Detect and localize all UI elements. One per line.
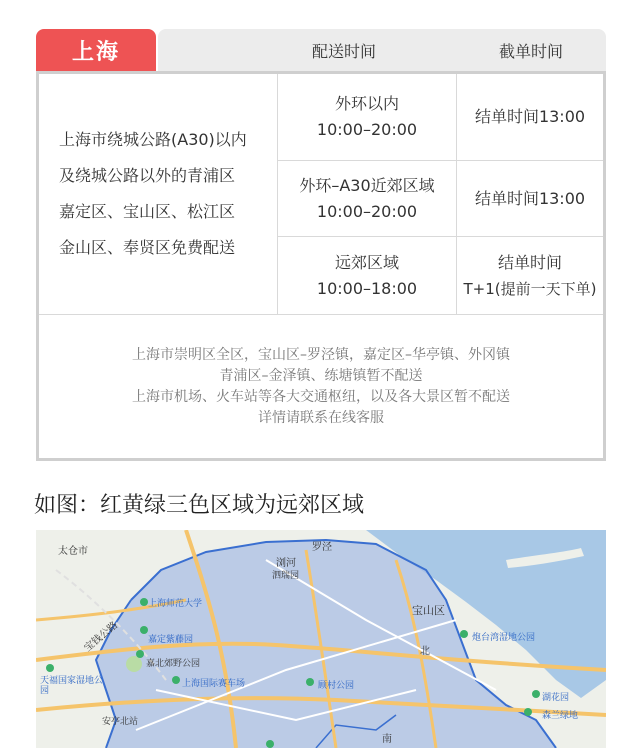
zone-name: 外环–A30近郊区域 [299,175,435,195]
cutoff-time-header: 截单时间 [498,41,563,61]
map-label: 天福国家湿地公园 [40,676,104,696]
map-label: 宝钱公路 [82,619,121,655]
divider [39,314,603,315]
area-line: 及绕城公路以外的青浦区 [59,166,236,185]
map-label: 安亭北站 [102,717,139,727]
delivery-table [36,71,606,461]
map-label: 嘉定紫藤园 [148,635,194,645]
tab-city-shanghai[interactable]: 上海 [36,29,156,71]
zone-time: 10:00–20:00 [316,120,418,139]
map-label: 嘉北郊野公园 [146,659,201,669]
zone-cell [278,237,456,314]
map-label: 泗瑞园 [272,571,300,581]
map-label: 森兰绿地 [542,711,579,721]
free-delivery-area-description [39,74,277,314]
cutoff-text-secondary: T+1(提前一天下单) [463,279,597,298]
zone-name: 远郊区域 [334,252,399,272]
map-label: 湖花园 [542,693,570,703]
cutoff-cell [457,161,603,236]
area-line: 金山区、奉贤区免费配送 [59,238,236,257]
map-caption: 如图：红黄绿三色区域为远郊区域 [34,493,365,518]
cutoff-text: 结单时间13:00 [474,188,586,208]
map-label: 上海国际赛车场 [182,679,246,689]
cutoff-cell [457,237,603,314]
cutoff-text: 结单时间 [497,252,562,272]
area-line: 上海市绕城公路(A30)以内 [59,130,247,149]
map-label: 北 [420,646,430,657]
zone-time: 10:00–18:00 [316,278,418,298]
note-line: 青浦区–金泽镇、练塘镇暂不配送 [219,368,423,384]
zone-name: 外环以内 [334,94,399,113]
map-label: 宝山区 [412,604,445,617]
map-label: 太仓市 [58,546,88,557]
map-label: 罗泾 [312,542,332,553]
cutoff-cell [457,74,603,160]
map-label: 浏河 [276,558,296,569]
note-line: 上海市机场、火车站等各大交通枢纽，以及各大景区暂不配送 [132,389,510,405]
zone-time: 10:00–20:00 [316,201,418,221]
note-line: 详情请联系在线客服 [258,410,384,426]
area-line: 嘉定区、宝山区、松江区 [59,202,236,221]
tab-bar [36,29,606,71]
delivery-notes [39,316,603,458]
zone-cell [278,161,456,236]
map-label: 顾村公园 [318,681,355,691]
delivery-map[interactable] [36,530,606,748]
map-label: 上海师范大学 [148,599,203,609]
cutoff-text: 结单时间13:00 [474,107,586,126]
zone-cell [278,74,456,160]
note-line: 上海市崇明区全区，宝山区–罗泾镇，嘉定区–华亭镇、外冈镇 [132,347,510,363]
map-label: 南 [382,734,392,745]
map-label: 炮台湾湿地公园 [472,633,536,643]
delivery-time-header: 配送时间 [311,41,376,61]
